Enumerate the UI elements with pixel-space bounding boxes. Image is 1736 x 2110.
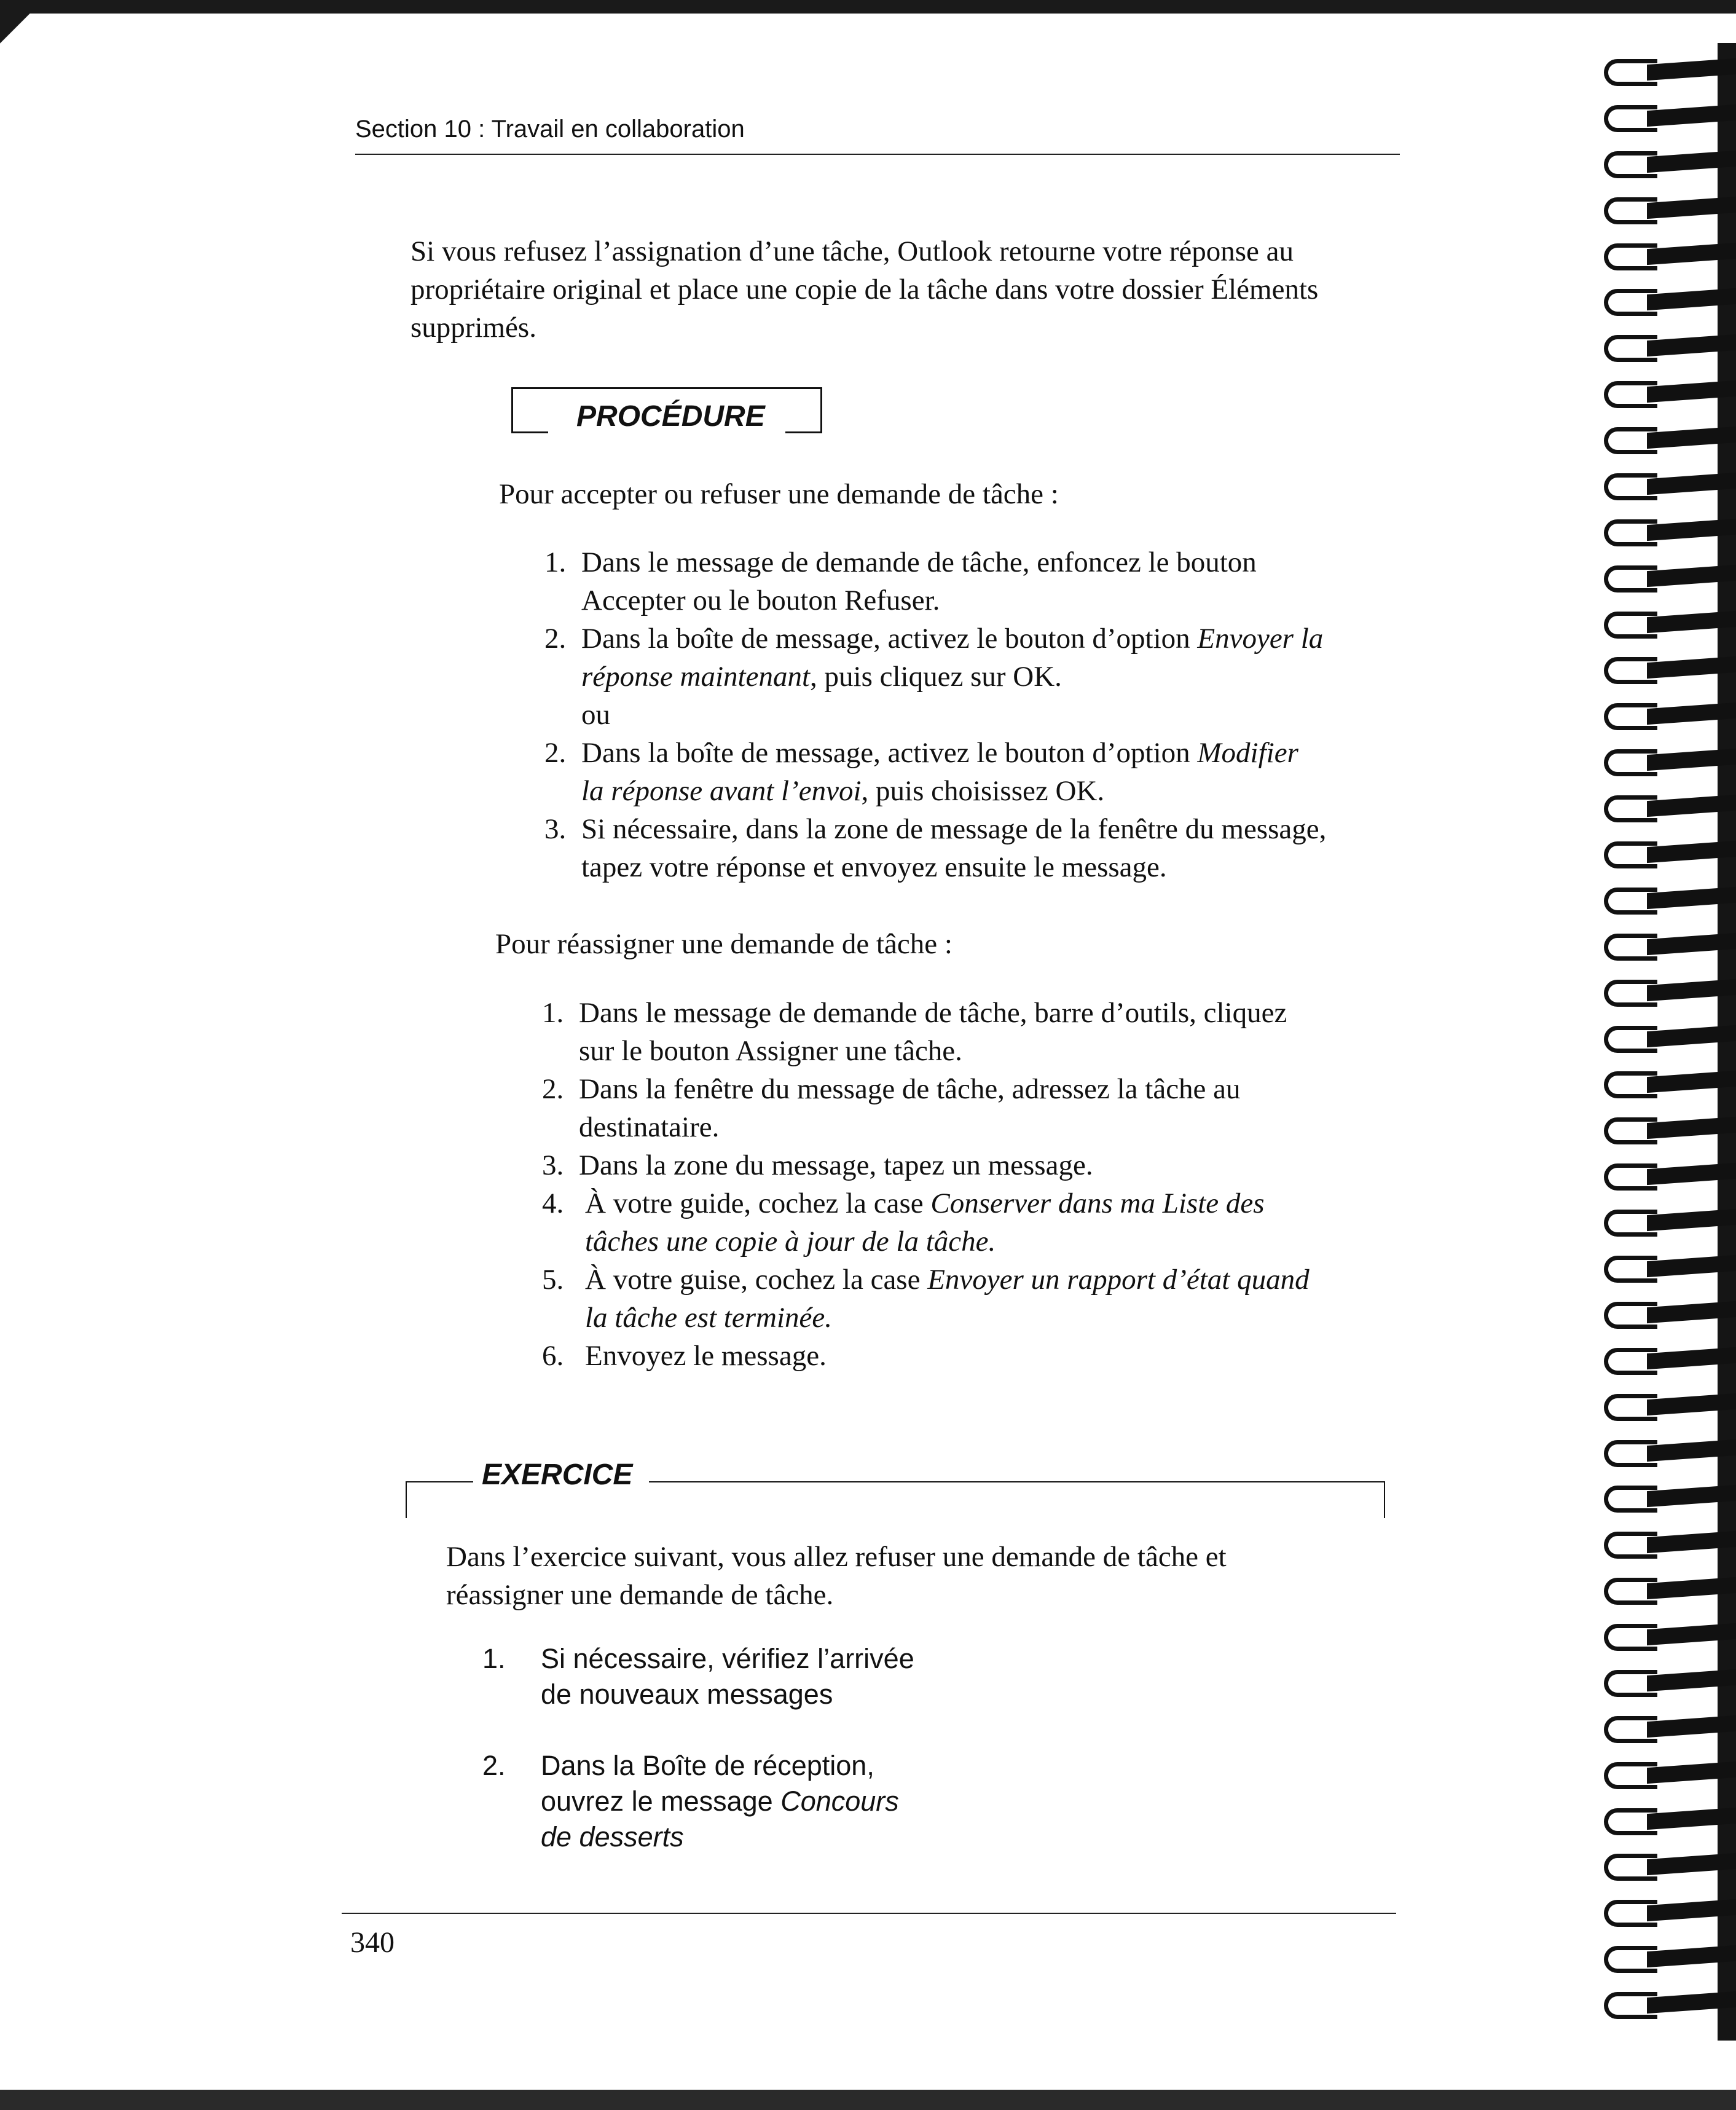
list-item: [544, 543, 1399, 620]
or-separator: ou: [581, 699, 610, 731]
binding-ring: [1592, 653, 1736, 682]
binding-ring: [1592, 976, 1736, 1004]
step-text: Dans la boîte de message, activez le bouton d’option Envoyer la: [581, 623, 1324, 655]
intro-line: supprimés.: [410, 312, 536, 344]
step-text: Dans le message de demande de tâche, enfoncez le bouton: [581, 546, 1257, 578]
binding-ring: [1592, 470, 1736, 498]
step-number: 1.: [544, 546, 567, 578]
step-text: tapez votre réponse et envoyez ensuite le message.: [581, 851, 1167, 883]
intro-paragraph: [410, 232, 1394, 347]
footer-rule: [342, 1913, 1396, 1914]
step-number: 5.: [542, 1264, 564, 1296]
step-text: Dans la fenêtre du message de tâche, adressez la tâche au: [579, 1073, 1241, 1105]
step-text: À votre guise, cochez la case Envoyer un rapport d’état quand: [585, 1264, 1310, 1296]
list-item: [542, 1337, 1402, 1375]
exercise-heading: EXERCICE: [482, 1458, 633, 1491]
binding-ring: [1592, 1528, 1736, 1556]
binding-ring: [1592, 240, 1736, 268]
exercise-intro: [446, 1538, 1392, 1614]
exercise-frame-right: [1384, 1481, 1385, 1518]
step-number: 2.: [544, 623, 567, 655]
binding-ring: [1592, 699, 1736, 728]
binding-ring: [1592, 746, 1736, 774]
scan-border-bottom: [0, 2090, 1736, 2110]
binding-ring: [1592, 1805, 1736, 1833]
list-item: [542, 1261, 1402, 1337]
step-number: 1.: [482, 1643, 506, 1674]
binding-ring: [1592, 1620, 1736, 1648]
list-item: [482, 1641, 971, 1712]
binding-ring: [1592, 562, 1736, 590]
binding-ring: [1592, 1390, 1736, 1419]
binding-ring: [1592, 1298, 1736, 1326]
binding-ring: [1592, 285, 1736, 313]
accept-refuse-steps: [544, 543, 1399, 886]
accept-refuse-intro: Pour accepter ou refuser une demande de tâche :: [499, 478, 1059, 510]
binding-ring: [1592, 1068, 1736, 1096]
binding-ring: [1592, 516, 1736, 544]
step-number: 1.: [542, 997, 564, 1029]
step-text: Si nécessaire, dans la zone de message de la fenêtre du message,: [581, 813, 1327, 845]
step-number: 3.: [542, 1149, 564, 1181]
step-text: Dans le message de demande de tâche, barre d’outils, cliquez: [579, 997, 1287, 1029]
step-text: Accepter ou le bouton Refuser.: [581, 585, 940, 616]
step-number: 2.: [544, 737, 567, 769]
binding-ring: [1592, 1160, 1736, 1188]
binding-ring: [1592, 838, 1736, 866]
binding-ring: [1592, 884, 1736, 912]
binding-ring: [1592, 1436, 1736, 1465]
list-item: [542, 1146, 1402, 1184]
binding-ring: [1592, 608, 1736, 636]
binding-ring: [1592, 1942, 1736, 1970]
step-text: de desserts: [541, 1821, 684, 1852]
step-text: la tâche est terminée.: [585, 1302, 832, 1334]
step-text: ouvrez le message Concours: [541, 1785, 899, 1817]
step-number: 3.: [544, 813, 567, 845]
step-text: de nouveaux messages: [541, 1679, 833, 1710]
procedure-heading-box: [511, 387, 822, 438]
step-text: À votre guide, cochez la case Conserver dans ma Liste des: [585, 1187, 1265, 1219]
binding-ring: [1592, 792, 1736, 820]
binding-ring: [1592, 1344, 1736, 1372]
binding-ring: [1592, 1482, 1736, 1510]
list-item: [544, 734, 1399, 810]
binding-ring: [1592, 1252, 1736, 1280]
list-item: [482, 1748, 971, 1855]
binding-ring: [1592, 331, 1736, 360]
list-item: [544, 620, 1399, 734]
binding-ring: [1592, 101, 1736, 130]
step-text: Dans la Boîte de réception,: [541, 1750, 874, 1781]
exercise-frame-left: [406, 1481, 407, 1518]
binding-ring: [1592, 1758, 1736, 1787]
intro-line: propriétaire original et place une copie de la tâche dans votre dossier Éléments: [410, 274, 1319, 305]
list-item: [544, 810, 1399, 886]
step-number: 2.: [482, 1750, 506, 1781]
scan-border-top: [0, 0, 1736, 14]
spiral-binding: [1592, 43, 1736, 2041]
binding-ring: [1592, 194, 1736, 222]
step-number: 2.: [542, 1073, 564, 1105]
binding-ring: [1592, 1574, 1736, 1602]
binding-ring: [1592, 930, 1736, 958]
exercise-intro-line: réassigner une demande de tâche.: [446, 1579, 834, 1611]
step-text: réponse maintenant, puis cliquez sur OK.: [581, 661, 1062, 693]
step-number: 6.: [542, 1340, 564, 1372]
list-item: [542, 1070, 1402, 1146]
step-text: tâches une copie à jour de la tâche.: [585, 1226, 996, 1258]
exercise-frame-top-left: [406, 1481, 473, 1482]
procedure-heading: PROCÉDURE: [576, 400, 765, 433]
exercise-intro-line: Dans l’exercice suivant, vous allez refuser une demande de tâche et: [446, 1541, 1227, 1573]
binding-ring: [1592, 1850, 1736, 1878]
binding-ring: [1592, 1206, 1736, 1234]
step-text: Envoyez le message.: [585, 1340, 827, 1372]
step-text: sur le bouton Assigner une tâche.: [579, 1035, 962, 1067]
step-text: Dans la boîte de message, activez le bouton d’option Modifier: [581, 737, 1298, 769]
header-rule: [355, 154, 1400, 155]
intro-line: Si vous refusez l’assignation d’une tâche, Outlook retourne votre réponse au: [410, 235, 1294, 267]
step-text: destinataire.: [579, 1111, 720, 1143]
exercise-frame-top-right: [649, 1481, 1385, 1482]
reassign-intro: Pour réassigner une demande de tâche :: [495, 928, 952, 960]
step-number: 4.: [542, 1187, 564, 1219]
step-text: Si nécessaire, vérifiez l’arrivée: [541, 1643, 914, 1674]
binding-ring: [1592, 377, 1736, 406]
binding-ring: [1592, 1712, 1736, 1741]
binding-ring: [1592, 423, 1736, 452]
binding-ring: [1592, 1666, 1736, 1695]
step-text: la réponse avant l’envoi, puis choisissez OK.: [581, 775, 1105, 807]
binding-ring: [1592, 148, 1736, 176]
binding-ring: [1592, 1022, 1736, 1050]
list-item: [542, 994, 1402, 1070]
page-number: 340: [350, 1926, 395, 1959]
exercise-steps: [482, 1641, 971, 1891]
binding-ring: [1592, 1988, 1736, 2017]
binding-ring: [1592, 55, 1736, 84]
step-text: Dans la zone du message, tapez un message.: [579, 1149, 1093, 1181]
list-item: [542, 1184, 1402, 1261]
binding-ring: [1592, 1114, 1736, 1142]
binding-ring: [1592, 1896, 1736, 1924]
section-header: Section 10 : Travail en collaboration: [355, 116, 745, 143]
reassign-steps: [542, 994, 1402, 1375]
